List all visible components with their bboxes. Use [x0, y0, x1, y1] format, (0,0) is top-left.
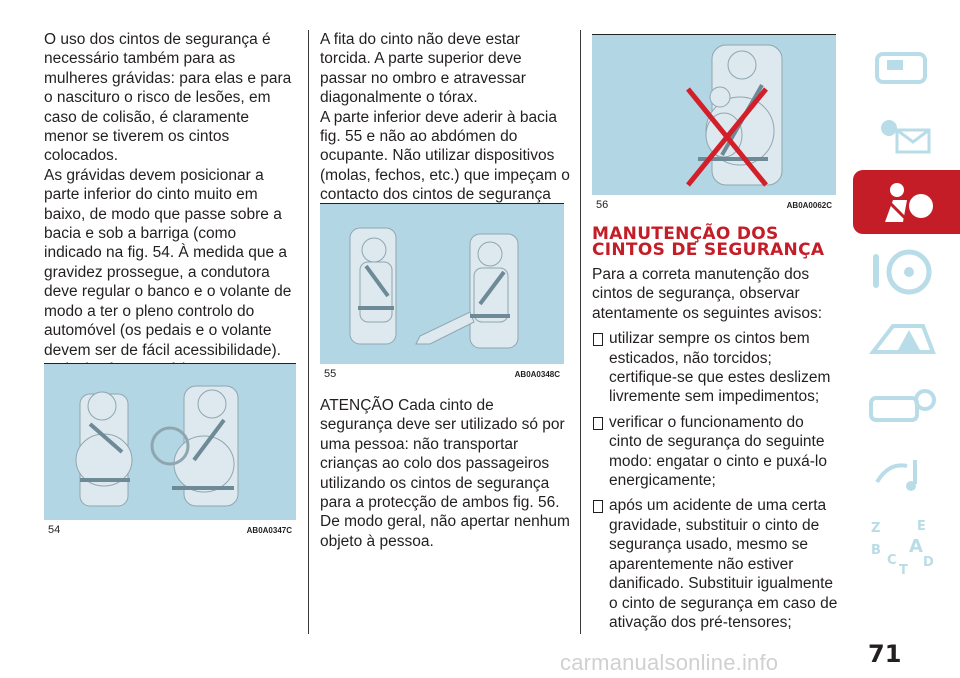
- text-column-1: [44, 30, 296, 418]
- list-item-text: utilizar sempre os cintos bem esticados, não torcidos; certifique-se que estes deslizem livremente sem impedimentos;: [609, 330, 831, 406]
- emergency-icon: [863, 312, 943, 366]
- figure-code: AB0A0348C: [514, 370, 560, 379]
- tab-safety[interactable]: [853, 170, 960, 234]
- index-letter: E: [917, 519, 926, 534]
- figure-55: [320, 203, 564, 380]
- warning-text: [320, 396, 570, 551]
- column-divider: [308, 30, 309, 634]
- tab-multimedia[interactable]: [853, 442, 960, 506]
- text-column-2: [320, 30, 570, 224]
- text-column-3: [592, 265, 840, 632]
- figure-caption: [48, 524, 292, 536]
- column-divider: [580, 30, 581, 634]
- checkbox-bullet-icon: [593, 333, 603, 346]
- list-item: [592, 413, 840, 491]
- paragraph: A parte inferior deve aderir à bacia fig. 55 e não ao abdómen do ocupante. Não utilizar dispositivos (molas, fechos, etc.) que impeçam o contacto dos cintos de segurança: [320, 108, 570, 204]
- tab-index[interactable]: [853, 510, 960, 578]
- index-letter: A: [909, 536, 923, 557]
- tab-emergency[interactable]: [853, 306, 960, 370]
- tab-dashboard[interactable]: [853, 34, 960, 98]
- index-letter: T: [899, 563, 908, 578]
- figure-number: 54: [48, 524, 61, 536]
- section-intro: Para a correta manutenção dos cintos de segurança, observar atentamente os seguintes avisos:: [592, 266, 823, 322]
- paragraph: O uso dos cintos de segurança é necessário também para as mulheres grávidas: para elas e para o nascituro o risco de lesões, em caso de colisão, é claramente menor se tiverem os cintos colocados.: [44, 31, 292, 165]
- chapter-sidebar: [853, 34, 960, 634]
- car-dashboard-icon: [863, 40, 943, 94]
- figure-code: AB0A0347C: [246, 526, 292, 535]
- list-item: [592, 496, 840, 632]
- figure-caption: [596, 199, 832, 211]
- figure-56: [592, 34, 836, 211]
- checkbox-bullet-icon: [593, 417, 603, 430]
- figure-number: 56: [596, 199, 609, 211]
- steering-wheel-icon: [863, 244, 943, 298]
- tab-maintenance[interactable]: [853, 374, 960, 438]
- multimedia-icon: [863, 448, 943, 502]
- list-item-text: após um acidente de uma certa gravidade, substituir o cinto de segurança usado, mesmo se aparentemente não estiver danificado. Substituir igualmente o cinto de segurança em caso de ativação dos pré-tensores;: [609, 497, 838, 631]
- index-letter: C: [887, 553, 897, 568]
- section-heading: [592, 226, 852, 258]
- figure-caption: [324, 368, 560, 380]
- paragraph: A fita do cinto não deve estar torcida. A parte superior deve passar no ombro e atravessar diagonalmente o tórax.: [320, 31, 526, 107]
- index-letter: B: [871, 543, 881, 558]
- checkbox-bullet-icon: [593, 500, 603, 513]
- warning-paragraph: ATENÇÃO Cada cinto de segurança deve ser utilizado só por uma pessoa: não transportar crianças ao colo dos passageiros utilizando os cintos de segurança para a protecção de ambos fig. 56. De modo geral, não apertar nenhum objeto à pessoa.: [320, 397, 570, 550]
- warning-lights-icon: [863, 108, 943, 162]
- safety-airbag-icon: [863, 176, 943, 230]
- seatbelt-position-illustration: [320, 204, 564, 364]
- tab-starting-driving[interactable]: [853, 238, 960, 302]
- figure-number: 55: [324, 368, 337, 380]
- child-on-lap-illustration: [592, 35, 836, 195]
- maintenance-icon: [863, 380, 943, 434]
- page-number: 71: [868, 640, 902, 668]
- list-item: [592, 329, 840, 407]
- figure-54: [44, 363, 296, 536]
- list-item-text: verificar o funcionamento do cinto de segurança do seguinte modo: engatar o cinto e puxá-lo energicamente;: [609, 413, 827, 490]
- tab-warning-lights[interactable]: [853, 102, 960, 166]
- watermark: carmanualsonline.info: [560, 650, 779, 675]
- index-icon: [863, 516, 943, 580]
- paragraph: As grávidas devem posicionar a parte inferior do cinto muito em baixo, de modo que passe sobre a bacia e sob a barriga (como indicado na fig. 54. À medida que a gravidez prossegue, a condutora deve regular o banco e o volante de modo a ter o pleno controlo do automóvel (os pedais e o volante devem ser de fácil acessibilidade).: [44, 166, 292, 359]
- section-heading-line: MANUTENÇÃO DOS: [592, 224, 779, 244]
- pregnant-belt-illustration: [44, 364, 296, 520]
- section-heading-line: CINTOS DE SEGURANÇA: [592, 240, 825, 260]
- index-letter: D: [923, 555, 934, 570]
- index-letter: Z: [871, 521, 881, 536]
- figure-code: AB0A0062C: [786, 201, 832, 210]
